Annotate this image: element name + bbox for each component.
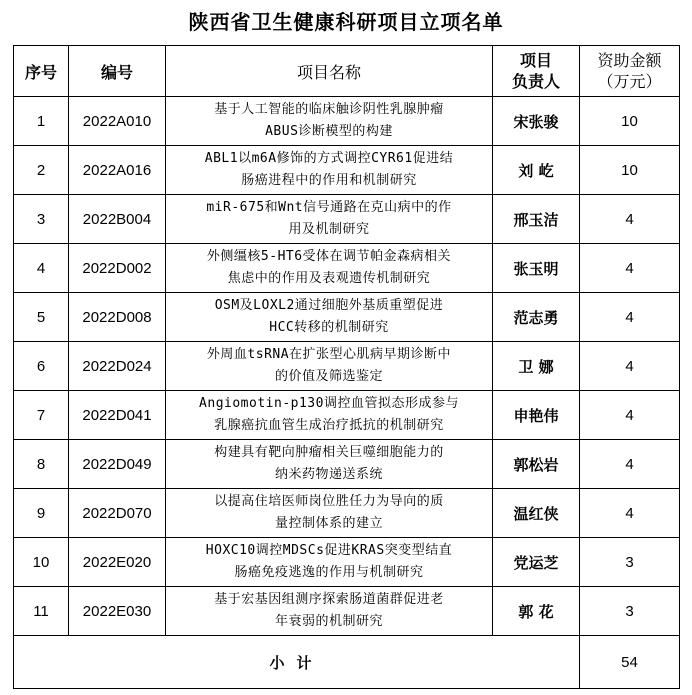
row-person: 申艳伟 — [493, 391, 580, 440]
row-project-name — [166, 391, 493, 440]
table-row — [14, 489, 680, 538]
row-person: 范志勇 — [493, 293, 580, 342]
row-seq: 4 — [14, 244, 69, 293]
row-code: 2022E020 — [69, 538, 166, 587]
row-amount: 4 — [580, 440, 680, 489]
row-code: 2022E030 — [69, 587, 166, 636]
header-person-line1: 项目 — [519, 51, 552, 70]
table-row — [14, 440, 680, 489]
row-project-name-line1: 外侧缰核5-HT6受体在调节帕金森病相关 — [206, 249, 452, 264]
row-amount: 4 — [580, 293, 680, 342]
row-project-name-line2: HCC转移的机制研究 — [269, 320, 389, 335]
total-label: 小计 — [14, 636, 580, 689]
row-project-name-line1: ABL1以m6A修饰的方式调控CYR61促进结 — [204, 151, 454, 166]
row-project-name — [166, 146, 493, 195]
row-person: 刘 屹 — [493, 146, 580, 195]
row-project-name-line2: ABUS诊断模型的构建 — [265, 124, 393, 139]
table-row — [14, 587, 680, 636]
table-row — [14, 538, 680, 587]
row-project-name-line2: 的价值及筛选鉴定 — [274, 369, 383, 384]
row-project-name — [166, 440, 493, 489]
row-project-name-line2: 焦虑中的作用及表观遗传机制研究 — [227, 271, 431, 286]
table-row — [14, 293, 680, 342]
row-seq: 6 — [14, 342, 69, 391]
row-amount: 4 — [580, 489, 680, 538]
row-person: 邢玉洁 — [493, 195, 580, 244]
row-amount: 4 — [580, 391, 680, 440]
row-seq: 10 — [14, 538, 69, 587]
row-project-name — [166, 587, 493, 636]
row-code: 2022D002 — [69, 244, 166, 293]
row-code: 2022A016 — [69, 146, 166, 195]
row-seq: 3 — [14, 195, 69, 244]
row-project-name-line2: 肠癌免疫逃逸的作用与机制研究 — [234, 565, 424, 580]
header-person-line2: 负责人 — [511, 72, 560, 91]
row-seq: 5 — [14, 293, 69, 342]
row-project-name-line1: Angiomotin-p130调控血管拟态形成参与 — [199, 396, 459, 411]
row-code: 2022D049 — [69, 440, 166, 489]
table-row — [14, 342, 680, 391]
header-amount — [580, 46, 680, 97]
row-person: 郭松岩 — [493, 440, 580, 489]
row-code: 2022B004 — [69, 195, 166, 244]
row-amount: 4 — [580, 342, 680, 391]
row-project-name-line1: 以提高住培医师岗位胜任力为导向的质 — [214, 494, 444, 509]
row-code: 2022D070 — [69, 489, 166, 538]
row-project-name-line1: OSM及LOXL2通过细胞外基质重塑促进 — [214, 298, 444, 313]
row-project-name — [166, 293, 493, 342]
row-project-name-line1: HOXC10调控MDSCs促进KRAS突变型结直 — [205, 543, 453, 558]
row-project-name — [166, 342, 493, 391]
header-person — [493, 46, 580, 97]
row-project-name-line1: 外周血tsRNA在扩张型心肌病早期诊断中 — [206, 347, 452, 362]
row-amount: 10 — [580, 146, 680, 195]
table-row — [14, 97, 680, 146]
row-person: 张玉明 — [493, 244, 580, 293]
row-code: 2022D008 — [69, 293, 166, 342]
row-project-name-line1: 基于人工智能的临床触诊阴性乳腺肿瘤 — [214, 102, 444, 117]
row-seq: 11 — [14, 587, 69, 636]
total-row — [14, 636, 680, 689]
row-project-name-line2: 年衰弱的机制研究 — [274, 614, 383, 629]
row-project-name-line2: 量控制体系的建立 — [274, 516, 383, 531]
table-row — [14, 391, 680, 440]
row-person: 党运芝 — [493, 538, 580, 587]
row-project-name-line1: 基于宏基因组测序探索肠道菌群促进老 — [214, 592, 444, 607]
row-project-name-line2: 用及机制研究 — [288, 222, 370, 237]
row-person: 温红侠 — [493, 489, 580, 538]
row-amount: 3 — [580, 587, 680, 636]
header-name: 项目名称 — [166, 46, 493, 97]
row-seq: 1 — [14, 97, 69, 146]
row-seq: 9 — [14, 489, 69, 538]
table-row — [14, 244, 680, 293]
row-project-name — [166, 195, 493, 244]
row-person: 宋张骏 — [493, 97, 580, 146]
row-amount: 4 — [580, 244, 680, 293]
row-person: 郭 花 — [493, 587, 580, 636]
row-project-name — [166, 97, 493, 146]
row-code: 2022A010 — [69, 97, 166, 146]
row-person: 卫 娜 — [493, 342, 580, 391]
row-seq: 2 — [14, 146, 69, 195]
row-seq: 8 — [14, 440, 69, 489]
row-project-name-line1: 构建具有靶向肿瘤相关巨噬细胞能力的 — [214, 445, 444, 460]
header-amount-line2: （万元） — [597, 72, 662, 91]
project-table — [13, 45, 680, 689]
row-project-name-line2: 肠癌进程中的作用和机制研究 — [241, 173, 417, 188]
header-code: 编号 — [69, 46, 166, 97]
row-project-name-line2: 乳腺癌抗血管生成治疗抵抗的机制研究 — [214, 418, 444, 433]
header-seq: 序号 — [14, 46, 69, 97]
total-amount: 54 — [580, 636, 680, 689]
table-row — [14, 195, 680, 244]
row-project-name — [166, 244, 493, 293]
row-project-name-line1: miR-675和Wnt信号通路在克山病中的作 — [206, 200, 452, 215]
row-amount: 10 — [580, 97, 680, 146]
row-project-name-line2: 纳米药物递送系统 — [274, 467, 383, 482]
page-title: 陕西省卫生健康科研项目立项名单 — [188, 10, 504, 34]
row-seq: 7 — [14, 391, 69, 440]
header-row — [14, 46, 680, 97]
header-amount-line1: 资助金额 — [597, 51, 662, 70]
row-amount: 3 — [580, 538, 680, 587]
row-code: 2022D024 — [69, 342, 166, 391]
table-row — [14, 146, 680, 195]
row-amount: 4 — [580, 195, 680, 244]
row-project-name — [166, 538, 493, 587]
row-code: 2022D041 — [69, 391, 166, 440]
row-project-name — [166, 489, 493, 538]
